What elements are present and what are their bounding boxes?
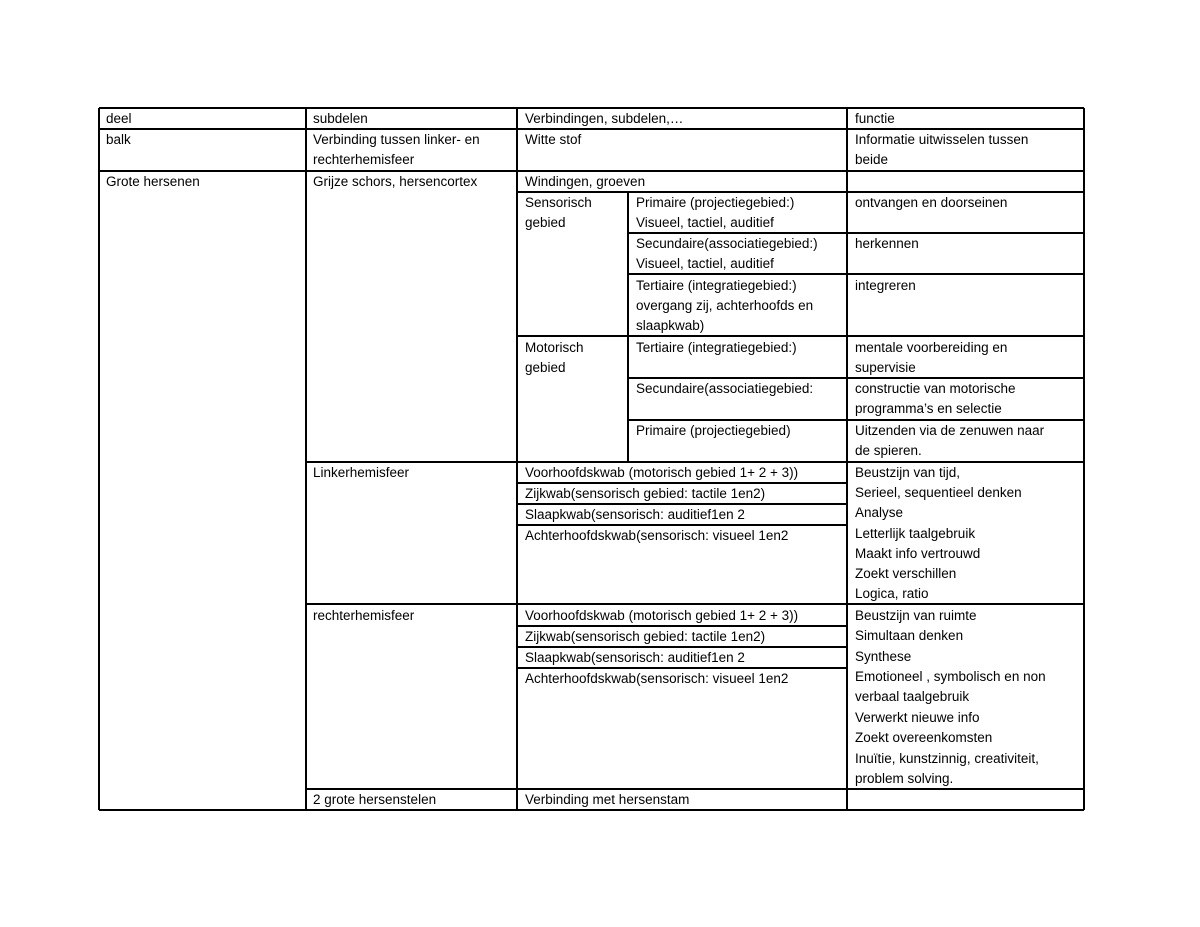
- sens-tertiaire-line1: Tertiaire (integratiegebied:): [636, 278, 797, 293]
- rechts-functie-6: Verwerkt nieuwe info: [855, 710, 980, 725]
- mot-secundaire: Secundaire(associatiegebied:: [636, 381, 814, 396]
- links-functie-3: Analyse: [855, 505, 904, 520]
- rechterhemisfeer-label: rechterhemisfeer: [313, 608, 415, 623]
- sens-primaire-functie: ontvangen en doorseinen: [855, 195, 1008, 210]
- links-functie-5: Maakt info vertrouwd: [855, 546, 981, 561]
- rechts-functie-2: Simultaan denken: [855, 628, 964, 643]
- rechts-kwab-voorhoofd: Voorhoofdskwab (motorisch gebied 1+ 2 + 3)): [525, 608, 799, 623]
- rechts-kwab-slaap: Slaapkwab(sensorisch: auditief1en 2: [525, 650, 745, 665]
- sens-secundaire-line2: Visueel, tactiel, auditief: [636, 256, 774, 271]
- links-functie-1: Beustzijn van tijd,: [855, 465, 961, 480]
- links-kwab-zij: Zijkwab(sensorisch gebied: tactile 1en2): [525, 486, 766, 501]
- rechts-functie-8: Inuïtie, kunstzinnig, creativiteit,: [855, 751, 1039, 766]
- sensorisch-label-line1: Sensorisch: [525, 195, 592, 210]
- links-functie-6: Zoekt verschillen: [855, 566, 957, 581]
- sens-secundaire-functie: herkennen: [855, 236, 919, 251]
- sens-tertiaire-line3: slaapkwab): [636, 318, 705, 333]
- links-kwab-slaap: Slaapkwab(sensorisch: auditief1en 2: [525, 507, 745, 522]
- grijze-schors: Grijze schors, hersencortex: [313, 174, 478, 189]
- header-verbindingen: Verbindingen, subdelen,…: [525, 111, 684, 126]
- sensorisch-label-line2: gebied: [525, 215, 566, 230]
- balk-deel: balk: [106, 132, 131, 147]
- rechts-functie-4: Emotioneel , symbolisch en non: [855, 669, 1046, 684]
- windingen: Windingen, groeven: [525, 174, 646, 189]
- mot-primaire-functie-line2: de spieren.: [855, 443, 922, 458]
- sens-tertiaire-functie: integreren: [855, 278, 916, 293]
- rechts-functie-9: problem solving.: [855, 771, 954, 786]
- header-subdelen: subdelen: [313, 111, 368, 126]
- motorisch-label-line1: Motorisch: [525, 340, 584, 355]
- links-functie-4: Letterlijk taalgebruik: [855, 526, 976, 541]
- mot-secundaire-functie-line2: programma’s en selectie: [855, 401, 1002, 416]
- sens-primaire-line2: Visueel, tactiel, auditief: [636, 215, 774, 230]
- balk-subdeel-line1: Verbinding tussen linker- en: [313, 132, 480, 147]
- hersenstelen-verbinding: Verbinding met hersenstam: [525, 792, 690, 807]
- linkerhemisfeer-label: Linkerhemisfeer: [313, 465, 410, 480]
- mot-tertiaire-functie-line1: mentale voorbereiding en: [855, 340, 1008, 355]
- links-functie-7: Logica, ratio: [855, 586, 929, 601]
- rechts-functie-7: Zoekt overeenkomsten: [855, 730, 993, 745]
- mot-tertiaire-functie-line2: supervisie: [855, 360, 916, 375]
- header-deel: deel: [106, 111, 132, 126]
- header-functie: functie: [855, 111, 895, 126]
- balk-subdeel-line2: rechterhemisfeer: [313, 152, 415, 167]
- balk-verbinding: Witte stof: [525, 132, 582, 147]
- sens-tertiaire-line2: overgang zij, achterhoofds en: [636, 298, 814, 313]
- rechts-functie-1: Beustzijn van ruimte: [855, 608, 977, 623]
- rechts-functie-5: verbaal taalgebruik: [855, 689, 970, 704]
- mot-tertiaire: Tertiaire (integratiegebied:): [636, 340, 797, 355]
- mot-secundaire-functie-line1: constructie van motorische: [855, 381, 1016, 396]
- balk-functie-line2: beide: [855, 152, 889, 167]
- hersenstelen-label: 2 grote hersenstelen: [313, 792, 437, 807]
- sens-primaire-line1: Primaire (projectiegebied:): [636, 195, 795, 210]
- rechts-kwab-zij: Zijkwab(sensorisch gebied: tactile 1en2): [525, 629, 766, 644]
- rechts-functie-3: Synthese: [855, 649, 912, 664]
- sens-secundaire-line1: Secundaire(associatiegebied:): [636, 236, 818, 251]
- mot-primaire-functie-line1: Uitzenden via de zenuwen naar: [855, 423, 1045, 438]
- motorisch-label-line2: gebied: [525, 360, 566, 375]
- links-kwab-achterhoofd: Achterhoofdskwab(sensorisch: visueel 1en2: [525, 528, 789, 543]
- links-functie-2: Serieel, sequentieel denken: [855, 485, 1022, 500]
- grote-hersenen-deel: Grote hersenen: [106, 174, 200, 189]
- rechts-kwab-achterhoofd: Achterhoofdskwab(sensorisch: visueel 1en2: [525, 671, 789, 686]
- mot-primaire: Primaire (projectiegebied): [636, 423, 791, 438]
- links-kwab-voorhoofd: Voorhoofdskwab (motorisch gebied 1+ 2 + 3)): [525, 465, 799, 480]
- balk-functie-line1: Informatie uitwisselen tussen: [855, 132, 1029, 147]
